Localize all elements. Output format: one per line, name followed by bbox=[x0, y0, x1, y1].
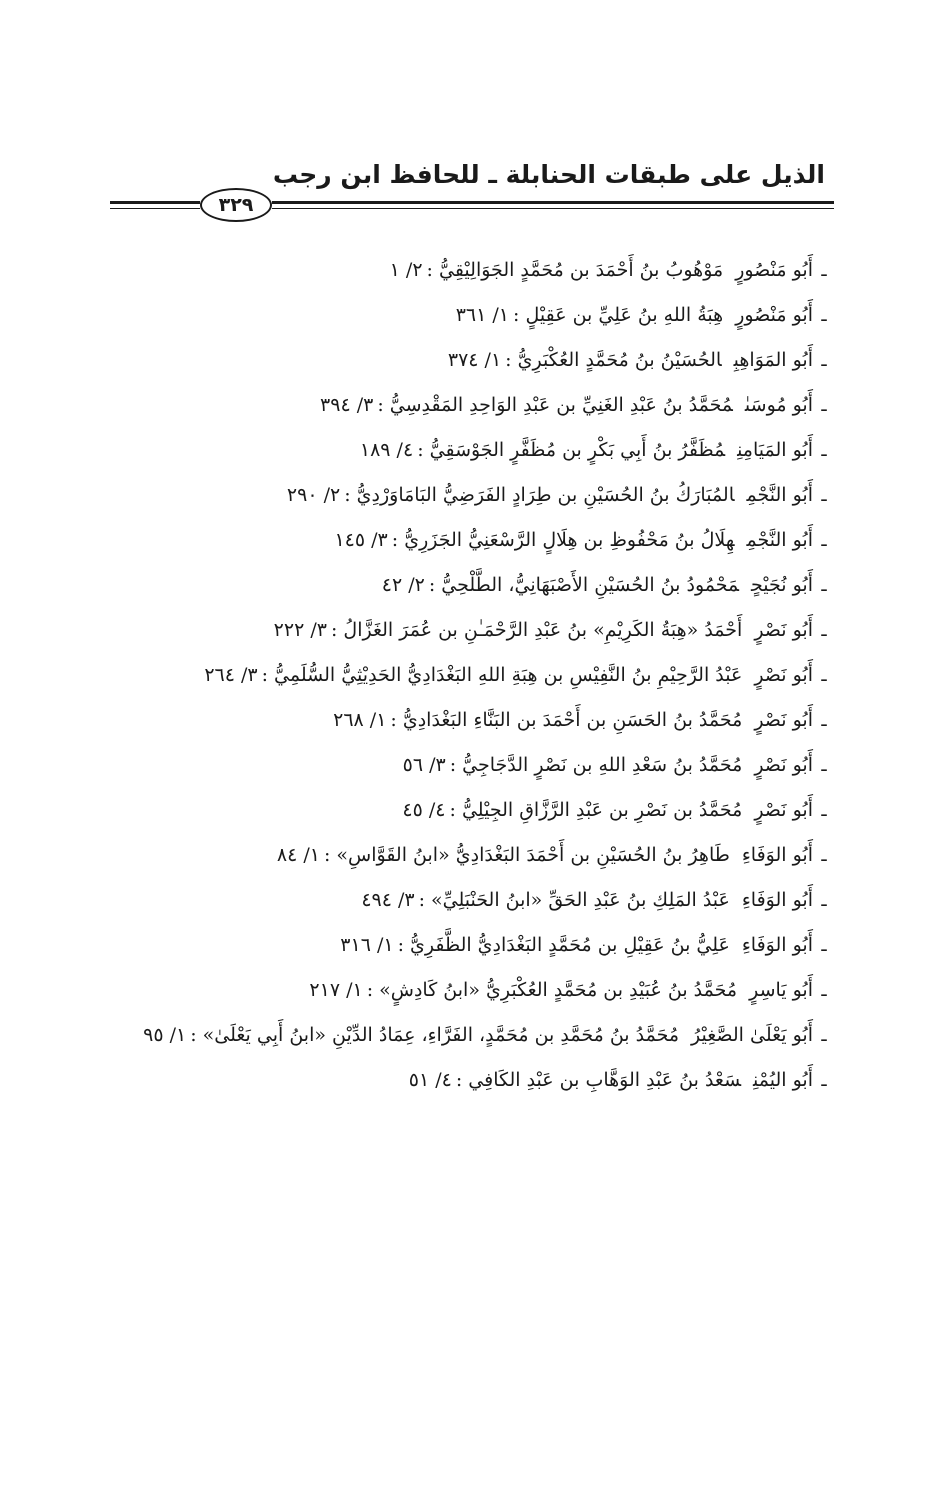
running-header-title: الذيل على طبقات الحنابلة ـ للحافظ ابن رجب bbox=[272, 160, 825, 189]
entry-dash: ـ bbox=[821, 350, 827, 371]
entry-name: الحُسَيْنُ بنُ مُحَمَّدٍ العُكْبَرِيُّ : bbox=[505, 349, 722, 371]
entry-volume-page-ref: ١/ ٢٦٨ bbox=[333, 709, 387, 731]
index-entry bbox=[115, 428, 835, 473]
entry-volume-page-ref: ٢/ ٤٢ bbox=[381, 574, 425, 596]
index-entry bbox=[115, 698, 835, 743]
entry-volume-page-ref: ٣/ ٤٩٤ bbox=[361, 889, 415, 911]
entry-name: عَلِيُّ بنُ عَقِيْلِ بن مُحَمَّدٍ البَغْدَادِيُّ الظَّفَرِيُّ : bbox=[397, 934, 730, 956]
entry-name: مُظَفَّرُ بنُ أَبِي بَكْرٍ بن مُظَفَّرٍ الجَوْسَقِيُّ : bbox=[417, 439, 726, 461]
index-entry bbox=[115, 923, 835, 968]
entry-name: مَحْمُودُ بنُ الحُسَيْنِ الأَصْبَهَانِيُّ، الطَّلْحِيُّ : bbox=[428, 574, 740, 596]
index-entry bbox=[115, 248, 835, 293]
index-entry bbox=[115, 878, 835, 923]
entry-volume-page-ref: ١/ ٣١٦ bbox=[340, 934, 394, 956]
entry-kunya: أَبُو نَصْرٍ bbox=[754, 709, 813, 731]
entry-volume-page-ref: ١/ ٨٤ bbox=[276, 844, 320, 866]
entry-dash: ـ bbox=[821, 305, 827, 326]
entry-name: هِلَالُ بنُ مَحْفُوظِ بن هِلَالٍ الرَّسْعَنِيُّ الجَزَرِيُّ : bbox=[391, 529, 735, 551]
entry-kunya: أَبُو الوَفَاءِ bbox=[741, 844, 813, 866]
entry-name: مُحَمَّدُ بنُ عَبْدِ الغَنِيِّ بن عَبْدِ الوَاحِدِ المَقْدِسِيُّ : bbox=[377, 394, 733, 416]
index-entry bbox=[115, 653, 835, 698]
entry-dash: ـ bbox=[821, 575, 827, 596]
entry-dash: ـ bbox=[821, 890, 827, 911]
entry-kunya: أَبُو اليُمْنِ bbox=[753, 1069, 813, 1091]
index-entry bbox=[115, 563, 835, 608]
entry-kunya: أَبُو نُجَيْحٍ bbox=[751, 574, 813, 596]
header-rule-thin-left bbox=[110, 208, 200, 209]
header-rule-thick-left bbox=[110, 201, 200, 204]
index-entry bbox=[115, 338, 835, 383]
entry-volume-page-ref: ١/ ٢١٧ bbox=[309, 979, 363, 1001]
entry-dash: ـ bbox=[821, 530, 827, 551]
entry-dash: ـ bbox=[821, 440, 827, 461]
entry-name: أَحْمَدُ «هِبَةُ الكَرِيْمِ» بنُ عَبْدِ الرَّحْمَـٰنِ بن عُمَرَ الغَزَّالُ : bbox=[330, 619, 743, 641]
index-entry bbox=[115, 1058, 835, 1103]
entry-name: مُحَمَّدُ بن نَصْرِ بن عَبْدِ الرَّزَّاقِ الجِيْلِيُّ : bbox=[449, 799, 743, 821]
entry-volume-page-ref: ٣/ ٢٢٢ bbox=[273, 619, 327, 641]
entry-volume-page-ref: ٣/ ٣٩٤ bbox=[320, 394, 374, 416]
entry-name: مُحَمَّدُ بنُ الحَسَنِ بن أَحْمَدَ بن البَنَّاءِ البَغْدَادِيُّ : bbox=[390, 709, 743, 731]
entry-kunya: أَبُو يَعْلَىٰ الصَّغِيْرُ bbox=[691, 1024, 813, 1046]
page-number-badge: ٣٢٩ bbox=[200, 188, 272, 222]
entry-dash: ـ bbox=[821, 935, 827, 956]
entry-volume-page-ref: ١/ ٣٧٤ bbox=[447, 349, 502, 371]
entry-dash: ـ bbox=[821, 755, 827, 776]
entry-volume-page-ref: ٤/ ٤٥ bbox=[402, 799, 446, 821]
entry-volume-page-ref: ١/ ٩٥ bbox=[143, 1024, 187, 1046]
entry-volume-page-ref: ١/ ٣٦١ bbox=[455, 304, 510, 326]
entry-kunya: أَبُو نَصْرٍ bbox=[754, 619, 813, 641]
entry-dash: ـ bbox=[821, 845, 827, 866]
entry-name: مُحَمَّدُ بنُ مُحَمَّدِ بن مُحَمَّدٍ، الفَرَّاءِ، عِمَادُ الدِّيْنِ «ابنُ أَبِي يَعْلَىٰ» : bbox=[190, 1024, 680, 1046]
entry-dash: ـ bbox=[821, 665, 827, 686]
index-entry bbox=[115, 608, 835, 653]
index-entry bbox=[115, 383, 835, 428]
entry-kunya: أَبُو النَّجْمِ bbox=[746, 484, 813, 506]
index-entry bbox=[115, 293, 835, 338]
index-entry-list bbox=[115, 248, 835, 1103]
entry-kunya: أَبُو مَنْصُورٍ bbox=[735, 259, 813, 281]
entry-kunya: أَبُو الوَفَاءِ bbox=[741, 934, 813, 956]
entry-kunya: أَبُو مَنْصُورٍ bbox=[735, 304, 813, 326]
index-entry bbox=[115, 743, 835, 788]
entry-kunya: أَبُو نَصْرٍ bbox=[754, 754, 813, 776]
index-entry bbox=[115, 1013, 835, 1058]
index-entry bbox=[115, 473, 835, 518]
entry-volume-page-ref: ٤/ ١٨٩ bbox=[359, 439, 414, 461]
entry-name: مَوْهُوبُ بنُ أَحْمَدَ بن مُحَمَّدٍ الجَوَالِيْقِيُّ : bbox=[426, 259, 724, 281]
entry-kunya: أَبُو نَصْرٍ bbox=[754, 799, 813, 821]
entry-volume-page-ref: ٣/ ٥٦ bbox=[402, 754, 446, 776]
entry-volume-page-ref: ٣/ ٢٦٤ bbox=[204, 664, 258, 686]
entry-name: المُبَارَكُ بنُ الحُسَيْنِ بن طِرَادٍ الفَرَضِيُّ البَامَاوَرْدِيُّ : bbox=[344, 484, 735, 506]
entry-volume-page-ref: ٤/ ٥١ bbox=[408, 1069, 452, 1091]
entry-name: عَبْدُ الرَّحِيْمِ بنُ النَّفِيْسِ بن هِبَةِ اللهِ البَغْدَادِيُّ الحَدِيْثِيُّ السُّلَمِيُّ : bbox=[261, 664, 743, 686]
entry-kunya: أَبُو الوَفَاءِ bbox=[741, 889, 813, 911]
entry-volume-page-ref: ٣/ ١٤٥ bbox=[334, 529, 388, 551]
header-rule-thin-right bbox=[272, 208, 834, 209]
entry-volume-page-ref: ٢/ ٢٩٠ bbox=[286, 484, 341, 506]
entry-dash: ـ bbox=[821, 620, 827, 641]
entry-kunya: أَبُو نَصْرٍ bbox=[754, 664, 813, 686]
index-entry bbox=[115, 788, 835, 833]
header-rule-thick-right bbox=[272, 201, 834, 204]
entry-name: مُحَمَّدُ بنُ عُبَيْدِ بن مُحَمَّدٍ العُكْبَرِيُّ «ابنُ كَادِشٍ» : bbox=[366, 979, 738, 1001]
entry-kunya: أَبُو المَيَامِنِ bbox=[737, 439, 813, 461]
entry-dash: ـ bbox=[821, 710, 827, 731]
entry-kunya: أَبُو يَاسِرٍ bbox=[749, 979, 813, 1001]
entry-kunya: أَبُو النَّجْمِ bbox=[746, 529, 813, 551]
entry-name: عَبْدُ المَلِكِ بنُ عَبْدِ الحَقِّ «ابنُ الحَنْبَلِيِّ» : bbox=[418, 889, 730, 911]
entry-kunya: أَبُو المَوَاهِبِ bbox=[733, 349, 813, 371]
entry-dash: ـ bbox=[821, 485, 827, 506]
entry-dash: ـ bbox=[821, 395, 827, 416]
entry-dash: ـ bbox=[821, 800, 827, 821]
index-entry bbox=[115, 833, 835, 878]
entry-dash: ـ bbox=[821, 1070, 827, 1091]
entry-dash: ـ bbox=[821, 260, 827, 281]
entry-dash: ـ bbox=[821, 980, 827, 1001]
index-entry bbox=[115, 518, 835, 563]
entry-name: سَعْدُ بنُ عَبْدِ الوَهَّابِ بن عَبْدِ الكَافِي : bbox=[455, 1069, 742, 1091]
entry-name: هِبَةُ اللهِ بنُ عَلِيِّ بن عَقِيْلٍ : bbox=[513, 304, 724, 326]
entry-name: طَاهِرُ بنُ الحُسَيْنِ بن أَحْمَدَ البَغْدَادِيُّ «ابنُ القَوَّاسِ» : bbox=[323, 844, 730, 866]
index-entry bbox=[115, 968, 835, 1013]
entry-dash: ـ bbox=[821, 1025, 827, 1046]
entry-kunya: أَبُو مُوسَىٰ bbox=[744, 394, 813, 416]
entry-name: مُحَمَّدُ بنُ سَعْدِ اللهِ بن نَصْرٍ الدَّجَاجِيُّ : bbox=[449, 754, 743, 776]
entry-volume-page-ref: ٢/ ١ bbox=[389, 259, 423, 281]
